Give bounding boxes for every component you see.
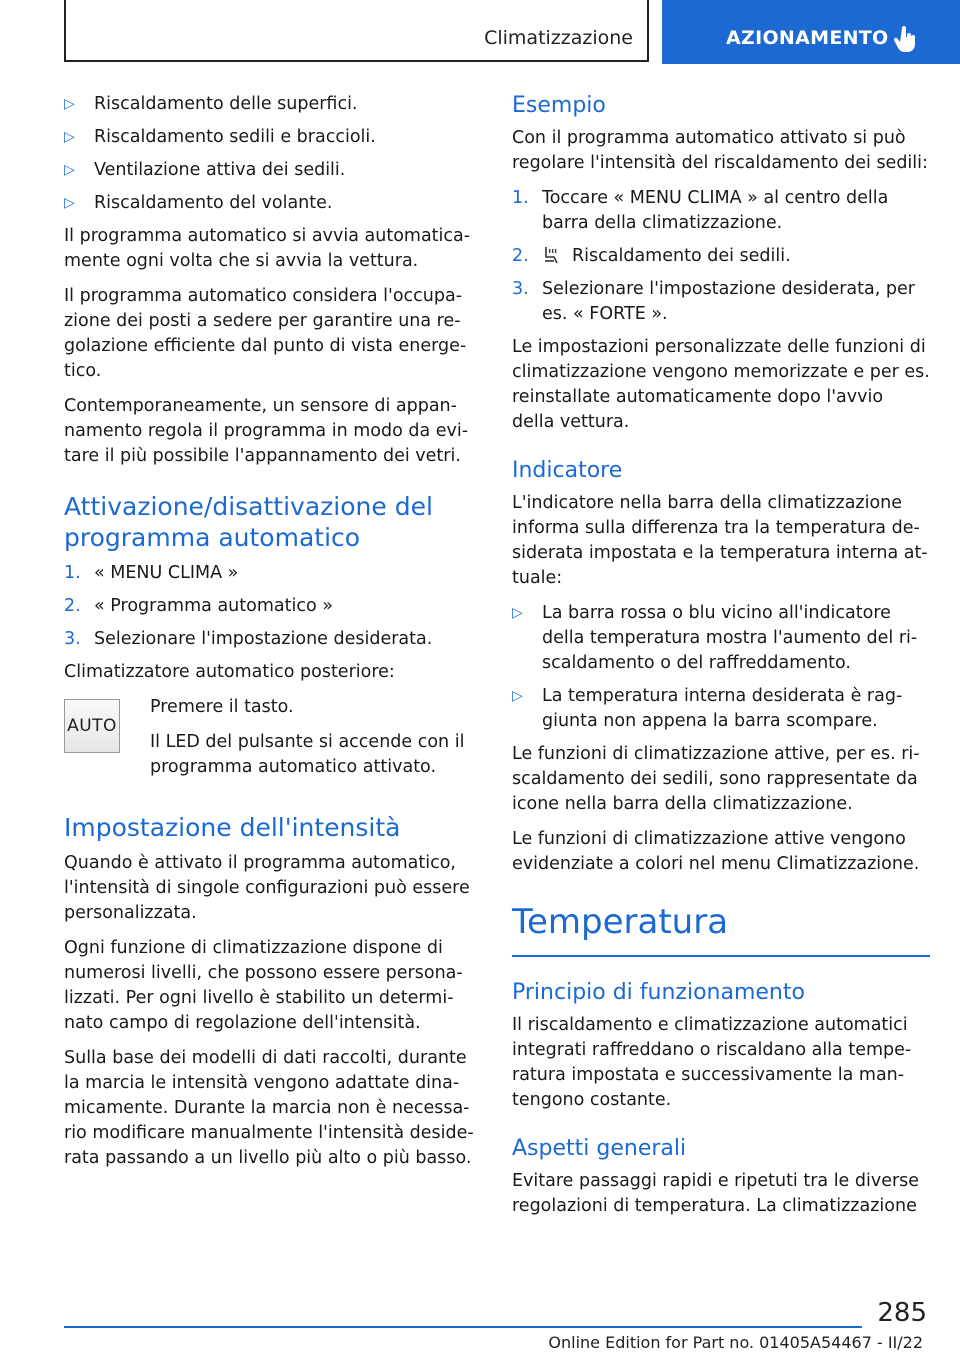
heading-activation: Attivazione/disattivazione del programma automatico xyxy=(64,492,433,552)
footer-divider xyxy=(64,1326,862,1328)
section-tab xyxy=(662,0,960,64)
paragraph: Con il programma automatico attivato si può regolare l'intensità del riscaldamento dei sedili: xyxy=(512,128,928,173)
paragraph: Il programma automatico considera l'occupa-zione dei posti a sedere per garantire una re-golazione efficiente dal punto di vista energe-tico. xyxy=(64,286,467,381)
triangle-bullet-icon: ▷ xyxy=(512,688,523,704)
paragraph: Contemporaneamente, un sensore di appan-namento regola il programma in modo da evi-tare il più possibile l'appannamento dei vetri. xyxy=(64,396,469,466)
page-header xyxy=(64,0,649,62)
triangle-bullet-icon: ▷ xyxy=(64,129,75,145)
heading-example: Esempio xyxy=(512,93,606,118)
step-item: 2. « Programma automatico » xyxy=(64,596,333,616)
indicator-list xyxy=(512,601,930,734)
paragraph: Evitare passaggi rapidi e ripetuti tra le diverse regolazioni di temperatura. La climatizzazione xyxy=(512,1171,920,1216)
heading-temperature: Temperatura xyxy=(512,901,930,957)
paragraph: Ogni funzione di climatizzazione dispone di numerosi livelli, che possono essere persona-lizzati. Per ogni livello è stabilito un determi-nato campo di regolazione dell'intensità. xyxy=(64,938,463,1033)
rear-climate-label: Climatizzatore automatico posteriore: xyxy=(64,662,395,682)
triangle-bullet-icon: ▷ xyxy=(64,96,75,112)
list-item: ▷ Riscaldamento delle superfici. xyxy=(64,92,476,117)
chapter-title: Climatizzazione xyxy=(484,27,633,49)
pointing-hand-icon xyxy=(894,26,918,54)
activation-steps xyxy=(64,561,476,652)
paragraph: L'indicatore nella barra della climatizzazione informa sulla differenza tra la temperatura de-siderata impostata e la temperatura interna at-tuale: xyxy=(512,493,928,588)
list-item: ▷ Ventilazione attiva dei sedili. xyxy=(64,158,476,183)
paragraph: Sulla base dei modelli di dati raccolti, durante la marcia le intensità vengono adattate dina-micamente. Durante la marcia non è necessa-rio modificare manualmente l'intensità deside-rata passando a un livello più alto o più basso. xyxy=(64,1048,474,1168)
step-item: 2. Riscaldamento dei sedili. xyxy=(512,246,791,266)
step-item: 1. « MENU CLIMA » xyxy=(64,563,239,583)
heading-general: Aspetti generali xyxy=(512,1136,687,1161)
heading-principle: Principio di funzionamento xyxy=(512,980,805,1005)
left-column xyxy=(64,92,476,1181)
paragraph: Quando è attivato il programma automatico, l'intensità di singole configurazioni può essere personalizzata. xyxy=(64,853,470,923)
page-number: 285 xyxy=(877,1298,927,1328)
heading-indicator: Indicatore xyxy=(512,458,623,483)
auto-button-text: Premere il tasto. Il LED del pulsante si accende con il programma automatico attivato. xyxy=(150,697,465,777)
paragraph: Le impostazioni personalizzate delle funzioni di climatizzazione vengono memorizzate e per es. reinstallate automaticamente dopo l'avvio della vettura. xyxy=(512,337,930,432)
paragraph: Il programma automatico si avvia automatica-mente ogni volta che si avvia la vettura. xyxy=(64,226,471,271)
paragraph: Il riscaldamento e climatizzazione automatici integrati raffreddano o riscaldano alla tempe-ratura impostata e successivamente la man-tengono costante. xyxy=(512,1015,912,1110)
right-column xyxy=(512,92,930,1229)
paragraph: Le funzioni di climatizzazione attive vengono evidenziate a colori nel menu Climatizzazione. xyxy=(512,829,920,874)
triangle-bullet-icon: ▷ xyxy=(64,162,75,178)
heated-seat-icon xyxy=(542,245,562,265)
triangle-bullet-icon: ▷ xyxy=(64,195,75,211)
edition-note: Online Edition for Part no. 01405A54467 - II/22 xyxy=(548,1333,923,1352)
list-item: ▷ Riscaldamento del volante. xyxy=(64,191,476,216)
auto-button-block xyxy=(64,695,476,790)
step-item: 1. Toccare « MENU CLIMA » al centro della barra della climatizzazione. xyxy=(512,188,889,233)
paragraph: Le funzioni di climatizzazione attive, per es. ri-scaldamento dei sedili, sono rappresentate da icone nella barra della climatizzazione. xyxy=(512,744,920,814)
step-item: 3. Selezionare l'impostazione desiderata. xyxy=(64,629,433,649)
heading-intensity: Impostazione dell'intensità xyxy=(64,813,401,842)
feature-list xyxy=(64,92,476,216)
section-label: AZIONAMENTO xyxy=(726,27,889,49)
list-item: ▷ La temperatura interna desiderata è rag-giunta non appena la barra scompare. xyxy=(512,686,903,731)
triangle-bullet-icon: ▷ xyxy=(512,605,523,621)
list-item: ▷ La barra rossa o blu vicino all'indicatore della temperatura mostra l'aumento del ri-scaldamento o del raffreddamento. xyxy=(512,603,918,673)
auto-button-icon: AUTO xyxy=(64,699,120,753)
example-steps xyxy=(512,186,930,327)
list-item: ▷ Riscaldamento sedili e braccioli. xyxy=(64,125,476,150)
step-item: 3. Selezionare l'impostazione desiderata, per es. « FORTE ». xyxy=(512,279,915,324)
